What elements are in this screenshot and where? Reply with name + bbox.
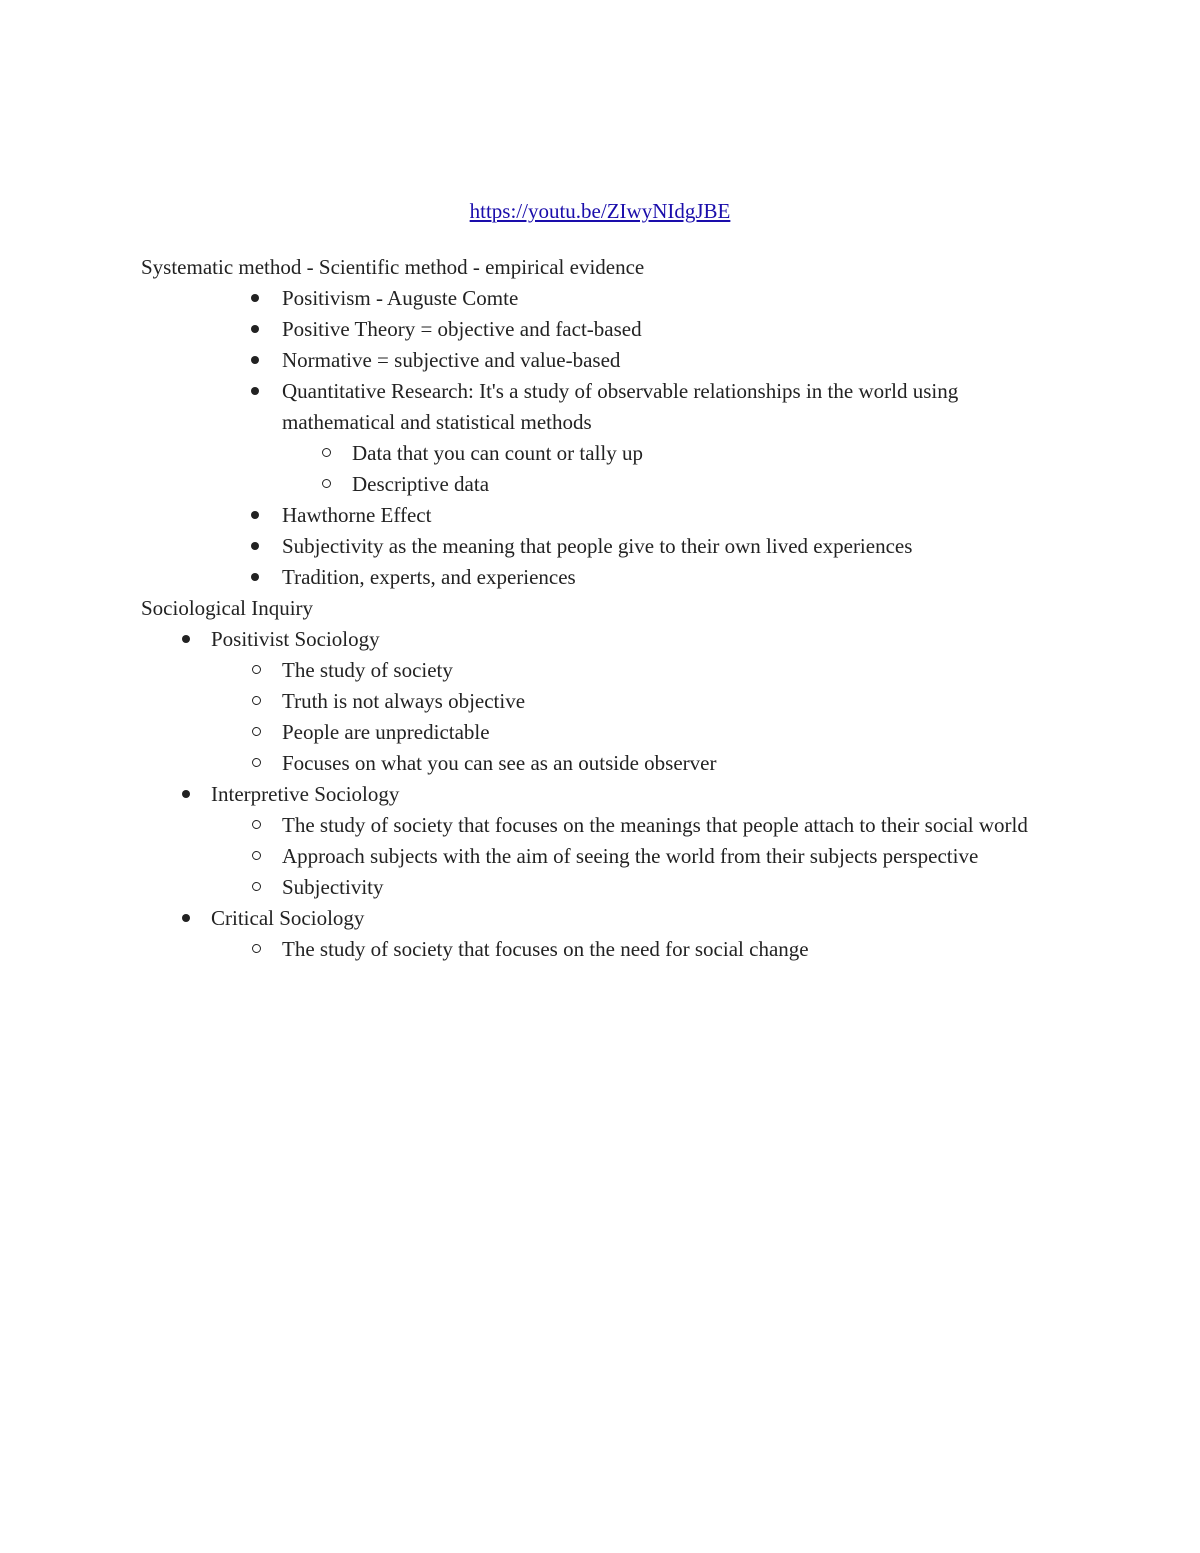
quantitative-research-sublist xyxy=(141,438,1071,500)
sociological-inquiry-list-2 xyxy=(141,779,1071,810)
bullet-disc-icon xyxy=(248,562,262,593)
list-item xyxy=(141,748,1071,779)
bullet-disc-icon xyxy=(248,283,262,314)
list-item-text: Normative = subjective and value-based xyxy=(282,348,621,372)
list-item-text: Positivism - Auguste Comte xyxy=(282,286,519,310)
list-item-text: Quantitative Research: It's a study of observable relationships in the world using mathematical and statistical methods xyxy=(282,379,959,434)
critical-sociology-sublist xyxy=(141,934,1071,965)
bullet-disc-icon xyxy=(248,314,262,345)
bullet-circle-icon xyxy=(249,872,263,903)
list-item xyxy=(141,779,1071,810)
video-link-line xyxy=(0,196,1200,227)
bullet-circle-icon xyxy=(319,469,333,500)
list-item-text: The study of society that focuses on the need for social change xyxy=(282,937,809,961)
list-item xyxy=(141,500,1071,531)
video-link[interactable]: https://youtu.be/ZIwyNIdgJBE xyxy=(469,199,731,223)
systematic-method-list-cont xyxy=(141,500,1071,593)
list-item xyxy=(141,283,1071,314)
list-item-text: Approach subjects with the aim of seeing the world from their subjects perspective xyxy=(282,844,979,868)
list-item xyxy=(141,903,1071,934)
interpretive-sociology-sublist xyxy=(141,810,1071,903)
list-item xyxy=(141,717,1071,748)
list-item-text: Truth is not always objective xyxy=(282,689,526,713)
list-item xyxy=(141,438,1071,469)
bullet-circle-icon xyxy=(249,655,263,686)
list-item xyxy=(141,872,1071,903)
list-item-text: Data that you can count or tally up xyxy=(352,441,643,465)
list-item xyxy=(141,314,1071,345)
sociological-inquiry-list xyxy=(141,624,1071,655)
bullet-circle-icon xyxy=(249,810,263,841)
bullet-circle-icon xyxy=(249,686,263,717)
list-item-text: Descriptive data xyxy=(352,472,490,496)
bullet-circle-icon xyxy=(249,841,263,872)
list-item xyxy=(141,562,1071,593)
bullet-disc-icon xyxy=(248,345,262,376)
bullet-disc-icon xyxy=(248,531,262,562)
list-item xyxy=(141,934,1071,965)
systematic-method-list xyxy=(141,283,1071,438)
bullet-circle-icon xyxy=(249,717,263,748)
list-item xyxy=(141,655,1071,686)
list-item-text: Hawthorne Effect xyxy=(282,503,432,527)
list-item xyxy=(141,376,1071,438)
list-item xyxy=(141,624,1071,655)
bullet-disc-icon xyxy=(179,624,193,655)
list-item-text: The study of society that focuses on the meanings that people attach to their social world xyxy=(282,813,1028,837)
list-item-text: Critical Sociology xyxy=(211,906,365,930)
list-item-text: Subjectivity as the meaning that people give to their own lived experiences xyxy=(282,534,913,558)
list-item xyxy=(141,686,1071,717)
list-item-text: Focuses on what you can see as an outside observer xyxy=(282,751,717,775)
bullet-disc-icon xyxy=(179,903,193,934)
list-item xyxy=(141,810,1071,841)
bullet-disc-icon xyxy=(248,376,262,407)
list-item-text: Positivist Sociology xyxy=(211,627,380,651)
list-item-text: Positive Theory = objective and fact-based xyxy=(282,317,642,341)
positivist-sociology-sublist xyxy=(141,655,1071,779)
section-heading-systematic-method: Systematic method - Scientific method - empirical evidence xyxy=(141,255,645,279)
list-item-text: Tradition, experts, and experiences xyxy=(282,565,576,589)
sociological-inquiry-list-3 xyxy=(141,903,1071,934)
list-item xyxy=(141,531,1071,562)
list-item xyxy=(141,841,1071,872)
notes-body xyxy=(141,252,1071,965)
list-item-text: Subjectivity xyxy=(282,875,384,899)
section-heading-sociological-inquiry: Sociological Inquiry xyxy=(141,596,314,620)
bullet-circle-icon xyxy=(249,934,263,965)
list-item xyxy=(141,345,1071,376)
list-item-text: The study of society xyxy=(282,658,453,682)
list-item-text: People are unpredictable xyxy=(282,720,490,744)
bullet-circle-icon xyxy=(319,438,333,469)
bullet-disc-icon xyxy=(248,500,262,531)
bullet-circle-icon xyxy=(249,748,263,779)
list-item-text: Interpretive Sociology xyxy=(211,782,400,806)
bullet-disc-icon xyxy=(179,779,193,810)
list-item xyxy=(141,469,1071,500)
